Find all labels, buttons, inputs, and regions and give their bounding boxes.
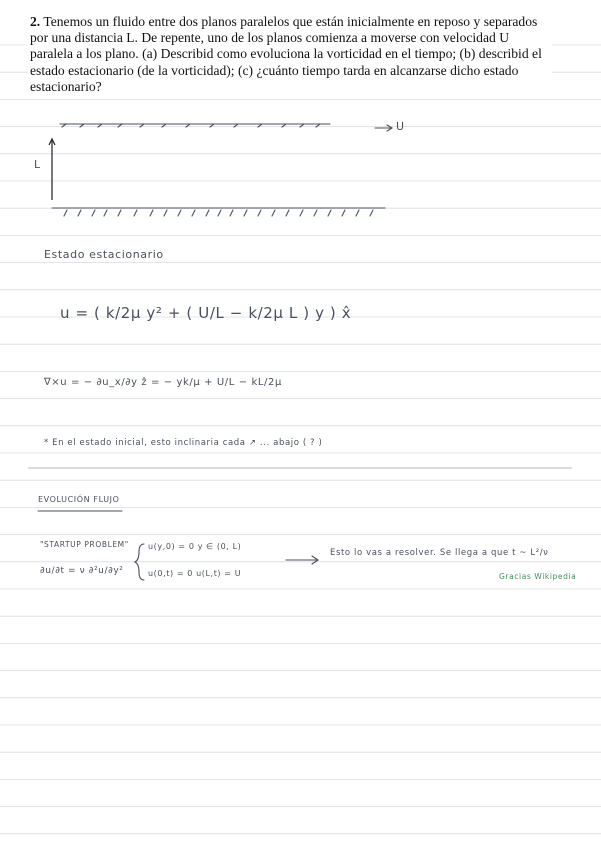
exercise-number: 2. <box>30 14 41 29</box>
velocity-profile-formula: u = ( k/2μ y² + ( U/L − k/2μ L ) y ) x̂ <box>60 304 352 322</box>
exercise-statement <box>28 13 552 97</box>
vorticity-formula: ∇×u = − ∂u_x/∂y ẑ = − yk/μ + U/L − kL/2μ <box>44 377 282 388</box>
boundary-conditions: u(0,t) = 0 u(L,t) = U <box>148 569 242 578</box>
timescale-note: Esto lo vas a resolver. Se llega a que t ~ L²/ν <box>330 548 549 558</box>
parallel-plates-sketch <box>49 124 392 216</box>
exercise-text: Tenemos un fluido entre dos planos paralelos que están inicialmente en reposo y separados por una distancia L. De repente, uno de los planos comienza a moverse con velocidad U paralela a los plano. (a) Describid como evoluciona la vorticidad en el tiempo; (b) describid el estado estacionario (de la vorticidad); (c) ¿cuánto tiempo tarda en alcanzarse dicho estado estacionario? <box>30 14 542 94</box>
velocity-label: U <box>396 120 405 133</box>
stationary-heading: Estado estacionario <box>44 248 164 261</box>
fixed-plate-hatching <box>64 210 373 216</box>
wikipedia-credit: Gracias Wikipedia <box>499 572 577 581</box>
initial-state-remark: * En el estado inicial, esto inclinaria cada ↗ ... abajo ( ? ) <box>44 438 323 448</box>
implication-arrow <box>286 556 318 564</box>
velocity-arrow <box>375 125 392 131</box>
gap-label: L <box>34 158 41 171</box>
diffusion-equation: ∂u/∂t = ν ∂²u/∂y² <box>40 566 124 576</box>
evolution-heading: EVOLUCIÓN FLUJO <box>38 495 120 504</box>
startup-problem-label: "STARTUP PROBLEM" <box>40 540 129 549</box>
initial-condition: u(y,0) = 0 y ∈ (0, L) <box>148 542 242 551</box>
